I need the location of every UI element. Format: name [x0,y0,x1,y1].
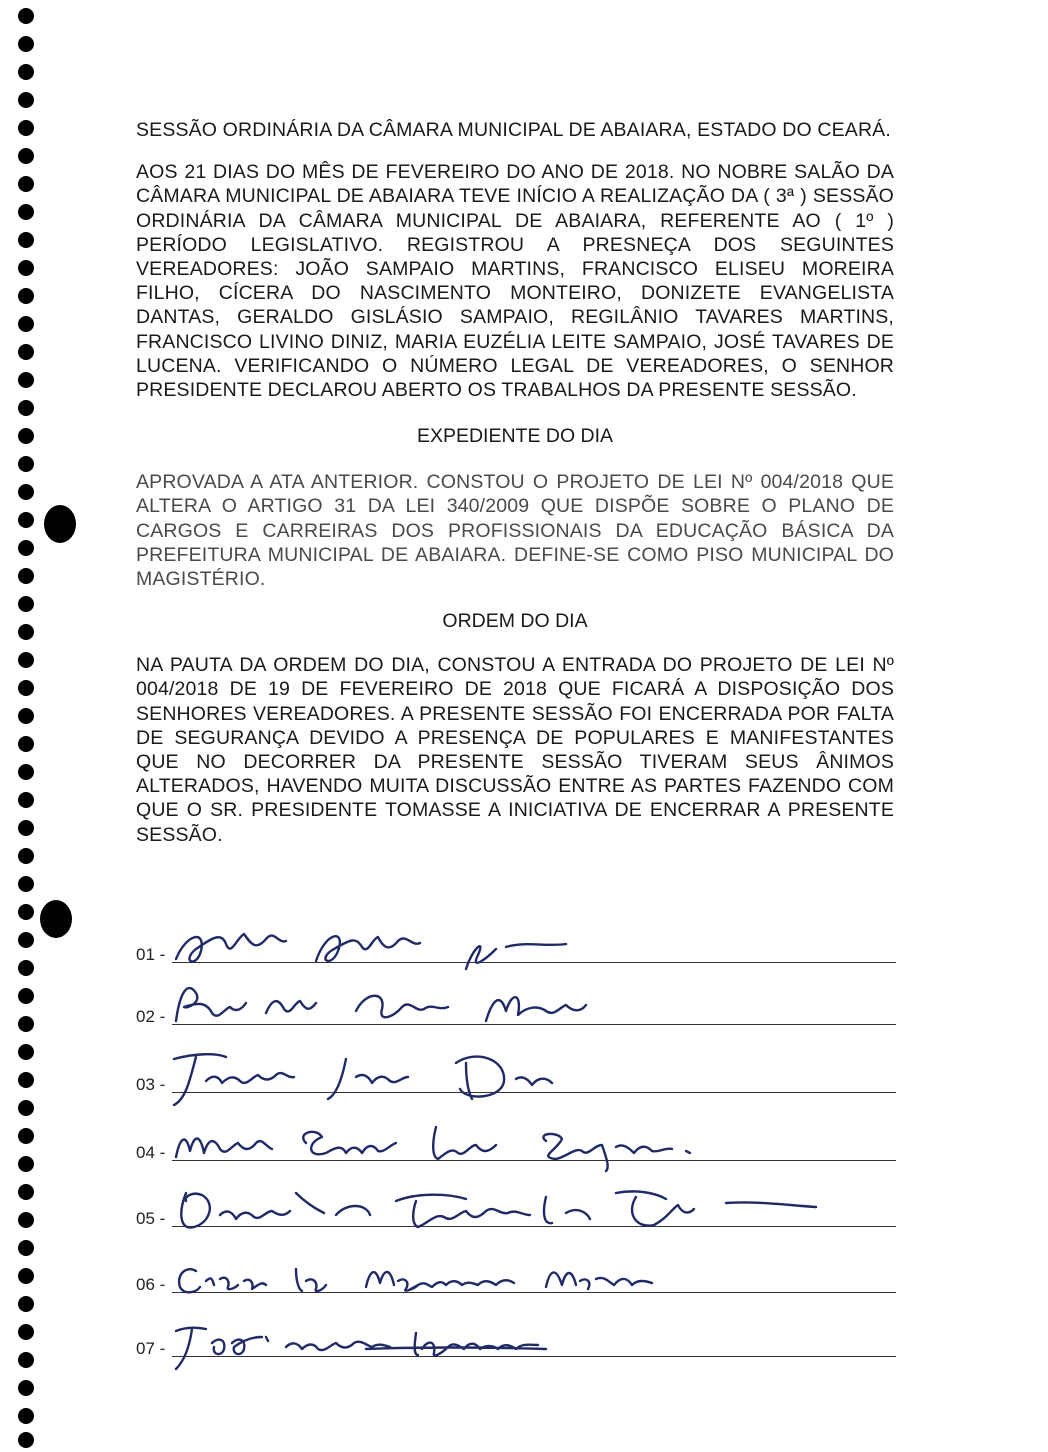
signature-number: 07 - [136,1339,166,1358]
binder-hole [18,568,34,584]
binder-hole [18,1184,34,1200]
binder-hole [18,1128,34,1144]
binder-hole [18,988,34,1004]
binder-hole [18,764,34,780]
binder-hole [18,1352,34,1368]
binder-hole [18,1240,34,1256]
binder-hole [18,932,34,948]
punch-hole [44,505,76,543]
binder-hole [18,1296,34,1312]
binder-hole [18,344,34,360]
binder-hole [18,1324,34,1340]
document-body [136,118,894,847]
binder-hole [18,232,34,248]
binder-hole [18,148,34,164]
binder-hole [18,92,34,108]
binder-hole [18,400,34,416]
binder-hole [18,904,34,920]
binder-hole [18,1408,34,1424]
binder-hole [18,260,34,276]
binder-hole [18,120,34,136]
binder-hole [18,288,34,304]
signature-scribble [166,1283,886,1373]
binder-hole [18,372,34,388]
binder-hole [18,428,34,444]
binder-hole [18,820,34,836]
binder-holes [18,0,42,1452]
signature-number: 05 - [136,1209,166,1228]
signature-number: 04 - [136,1143,166,1162]
signature-number: 03 - [136,1075,166,1094]
binder-hole [18,484,34,500]
binder-hole [18,960,34,976]
binder-hole [18,1044,34,1060]
binder-hole [18,792,34,808]
binder-hole [18,36,34,52]
signature-row [136,1319,896,1359]
binder-hole [18,708,34,724]
binder-hole [18,1016,34,1032]
binder-hole [18,1072,34,1088]
document-title: SESSÃO ORDINÁRIA DA CÂMARA MUNICIPAL DE ABAIARA, ESTADO DO CEARÁ. [136,119,891,141]
binder-hole [18,316,34,332]
binder-hole [18,8,34,24]
binder-hole [18,512,34,528]
binder-hole [18,1268,34,1284]
binder-hole [18,596,34,612]
binder-hole [18,1212,34,1228]
binder-hole [18,64,34,80]
binder-hole [18,204,34,220]
punch-hole [40,900,72,938]
signature-number: 01 - [136,945,166,964]
binder-hole [18,1432,34,1448]
binder-hole [18,176,34,192]
binder-hole [18,736,34,752]
binder-hole [18,540,34,556]
opening-paragraph: AOS 21 DIAS DO MÊS DE FEVEREIRO DO ANO DE 2018. NO NOBRE SALÃO DA CÂMARA MUNICIPAL DE ABAIARA TEVE INÍCIO A REALIZAÇÃO DA ( 3ª ) SESSÃO ORDINÁRIA DA CÂMARA MUNICIPAL DE ABAIARA, REFERENTE AO ( 1º ) PERÍODO LEGISLATIVO. REGISTROU A PRESNEÇA DOS SEGUINTES VEREADORES: JOÃO SAMPAIO MARTINS, FRANCISCO ELISEU MOREIRA FILHO, CÍCERA DO NASCIMENTO MONTEIRO, DONIZETE EVANGELISTA DANTAS, GERALDO GISLÁSIO SAMPAIO, REGILÂNIO TAVARES MARTINS, FRANCISCO LIVINO DINIZ, MARIA EUZÉLIA LEITE SAMPAIO, JOSÉ TAVARES DE LUCENA. VERIFICANDO O NÚMERO LEGAL DE VEREADORES, O SENHOR PRESIDENTE DECLAROU ABERTO OS TRABALHOS DA PRESENTE SESSÃO. [136,161,894,402]
expediente-paragraph: APROVADA A ATA ANTERIOR. CONSTOU O PROJETO DE LEI Nº 004/2018 QUE ALTERA O ARTIGO 31 DA LEI 340/2009 QUE DISPÕE SOBRE O PLANO DE CARGOS E CARREIRAS DOS PROFISSIONAIS DA EDUCAÇÃO BÁSICA DA PREFEITURA MUNICIPAL DE ABAIARA. DEFINE-SE COMO PISO MUNICIPAL DO MAGISTÉRIO. [136,471,894,591]
binder-hole [18,652,34,668]
binder-hole [18,848,34,864]
signature-number: 02 - [136,1007,166,1026]
signature-number: 06 - [136,1275,166,1294]
binder-hole [18,1100,34,1116]
binder-hole [18,680,34,696]
heading-ordem: ORDEM DO DIA [442,610,588,633]
binder-hole [18,1156,34,1172]
ordem-paragraph: NA PAUTA DA ORDEM DO DIA, CONSTOU A ENTRADA DO PROJETO DE LEI Nº 004/2018 DE 19 DE FEVEREIRO DE 2018 QUE FICARÁ A DISPOSIÇÃO DOS SENHORES VEREADORES. A PRESENTE SESSÃO FOI ENCERRADA POR FALTA DE SEGURANÇA DEVIDO A PRESENÇA DE POPULARES E MANIFESTANTES QUE NO DECORRER DA PRESENTE SESSÃO TIVERAM SEUS ÂNIMOS ALTERADOS, HAVENDO MUITA DISCUSSÃO ENTRE AS PARTES FAZENDO COM QUE O SR. PRESIDENTE TOMASSE A INICIATIVA DE ENCERRAR A PRESENTE SESSÃO. [136,654,894,846]
heading-expediente: EXPEDIENTE DO DIA [416,425,614,448]
binder-hole [18,624,34,640]
binder-hole [18,876,34,892]
binder-hole [18,456,34,472]
binder-hole [18,1380,34,1396]
